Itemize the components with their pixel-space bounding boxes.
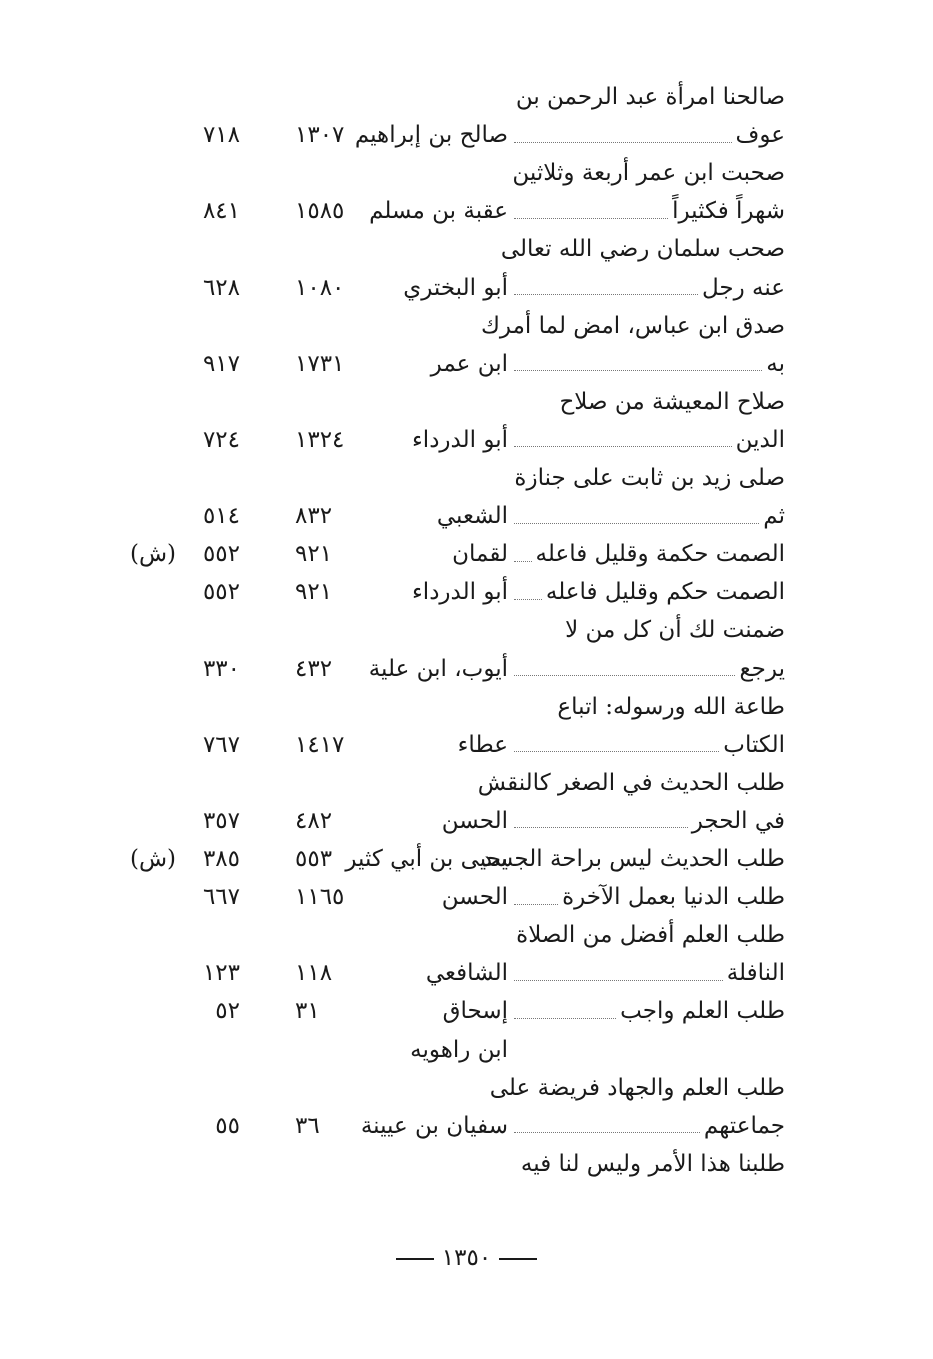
narrator-name: الحسن	[441, 807, 508, 834]
entry-phrase: صحبت ابن عمر أربعة وثلاثين	[512, 160, 785, 187]
page-reference: ٣٥٧	[202, 807, 240, 834]
index-line	[0, 154, 933, 192]
entry-phrase: طلب العلم أفضل من الصلاة	[516, 922, 785, 949]
leader-dots	[514, 904, 558, 905]
leader-dots	[514, 218, 668, 219]
entry-phrase: صحب سلمان رضي الله تعالى	[500, 236, 785, 263]
entry-phrase: طلب العلم واجب	[620, 998, 785, 1025]
entry-text	[510, 992, 785, 1030]
hadith-number: ١٣٠٧	[295, 122, 345, 149]
entry-phrase: صلى زيد بن ثابت على جنازة	[514, 465, 785, 491]
leader-dots	[514, 1018, 616, 1019]
hadith-number: ١٧٣١	[295, 350, 345, 377]
index-line	[0, 802, 933, 840]
entry-phrase: صالحنا امرأة عبد الرحمن بن	[515, 84, 785, 110]
hadith-number: ٣٦	[295, 1112, 320, 1139]
narrator-name: لقمان	[452, 541, 508, 568]
index-line	[0, 611, 933, 649]
footer-dash	[396, 1258, 434, 1260]
index-line	[0, 954, 933, 992]
index-line	[0, 116, 933, 154]
index-line	[0, 878, 933, 916]
index-line	[0, 688, 933, 726]
index-line	[0, 764, 933, 802]
entry-phrase: الصمت حكمة وقليل فاعله	[535, 541, 785, 568]
entry-phrase: الدين	[735, 426, 785, 453]
hadith-number: ٥٥٣	[295, 846, 333, 872]
footnote-marker: (ش)	[130, 541, 177, 568]
index-line	[0, 573, 933, 611]
narrator-name: الشافعي	[425, 960, 508, 987]
hadith-number: ١٣٢٤	[295, 426, 345, 453]
narrator-name: الشعبي	[436, 503, 508, 530]
narrator-name: عطاء	[457, 731, 508, 758]
page-reference: ٥٥٢	[202, 579, 240, 606]
index-line	[0, 192, 933, 230]
hadith-number: ١١٨	[295, 960, 333, 987]
narrator-name: الحسن	[441, 884, 508, 911]
page-footer	[0, 1245, 933, 1271]
index-line	[0, 230, 933, 268]
index-line	[0, 992, 933, 1030]
index-line	[0, 307, 933, 345]
entry-text	[510, 878, 785, 916]
page-reference: ٣٣٠	[202, 655, 240, 682]
leader-dots	[514, 142, 732, 143]
entry-text	[510, 192, 785, 230]
page-reference: ٣٨٥	[202, 846, 240, 872]
index-line	[0, 916, 933, 954]
entry-phrase: ثم	[763, 503, 785, 530]
entry-phrase: طلب الحديث ليس براحة الجسد	[481, 846, 785, 872]
leader-dots	[514, 294, 698, 295]
footer-dash	[499, 1258, 537, 1260]
leader-dots	[514, 675, 735, 676]
page-reference: ٥٢	[215, 998, 240, 1025]
narrator-name: أبو الدرداء	[411, 579, 508, 606]
narrator-name: صالح بن إبراهيم	[354, 122, 508, 149]
page-reference: ٧١٨	[202, 122, 240, 149]
page-number: ١٣٥٠	[441, 1245, 492, 1271]
narrator-name: أبو الدرداء	[411, 426, 508, 453]
entry-text	[481, 840, 785, 878]
page-reference: ٥١٤	[202, 503, 240, 530]
entry-phrase: طلبنا هذا الأمر وليس لنا فيه	[520, 1150, 785, 1177]
entry-phrase: طلب الحديث في الصغر كالنقش	[477, 769, 785, 796]
entry-phrase: صدق ابن عباس، امض لما أمرك	[480, 312, 785, 339]
leader-dots	[514, 827, 688, 828]
hadith-number: ٣١	[295, 998, 320, 1025]
entry-phrase: عوف	[735, 122, 785, 149]
page-reference: ٨٤١	[202, 198, 240, 225]
index-line	[0, 840, 933, 878]
entry-phrase: شهراً فكثيراً	[672, 198, 785, 225]
leader-dots	[514, 446, 732, 447]
page-reference: ٩١٧	[202, 350, 240, 377]
index-line	[0, 383, 933, 421]
page-reference: ١٢٣	[202, 960, 240, 987]
entry-text	[510, 535, 785, 573]
entry-phrase: النافلة	[726, 960, 785, 987]
entry-phrase: عنه رجل	[701, 274, 785, 301]
index-line	[0, 497, 933, 535]
hadith-number: ٨٣٢	[295, 503, 333, 530]
entry-phrase: طاعة الله ورسوله: اتباع	[557, 693, 785, 720]
narrator-name: أبو البختري	[403, 274, 508, 301]
leader-dots	[514, 751, 719, 752]
index-line	[0, 535, 933, 573]
entry-phrase: في الحجر	[691, 807, 785, 834]
narrator-name: يحيى بن أبي كثير	[345, 846, 508, 872]
index-line	[0, 1069, 933, 1107]
index-line	[0, 1031, 933, 1069]
entry-phrase: طلب الدنيا بعمل الآخرة	[562, 884, 785, 911]
leader-dots	[514, 599, 542, 600]
narrator-name: إسحاق	[442, 998, 508, 1025]
entry-text	[510, 116, 785, 154]
hadith-number: ٤٣٢	[295, 655, 333, 682]
index-line	[0, 1145, 933, 1183]
hadith-number: ٤٨٢	[295, 807, 333, 834]
leader-dots	[514, 561, 532, 562]
leader-dots	[514, 370, 762, 371]
entry-text	[510, 573, 785, 611]
hadith-number: ١١٦٥	[295, 884, 345, 911]
narrator-name-continued: ابن راهويه	[410, 1036, 508, 1063]
entry-text	[510, 650, 785, 688]
index-line	[0, 78, 933, 116]
index-line	[0, 726, 933, 764]
narrator-name: سفيان بن عيينة	[360, 1112, 508, 1139]
entry-phrase: ضمنت لك أن كل من لا	[565, 617, 785, 644]
leader-dots	[514, 980, 723, 981]
page-reference: ٦٦٧	[202, 884, 240, 911]
entry-phrase: يرجع	[739, 655, 785, 682]
entry-text	[510, 726, 785, 764]
entry-text	[510, 497, 785, 535]
entry-text	[510, 1107, 785, 1145]
hadith-number: ٩٢١	[295, 579, 333, 606]
entry-text	[510, 954, 785, 992]
page-reference: ٥٥٢	[202, 541, 240, 568]
index-line	[0, 459, 933, 497]
entry-text	[510, 345, 785, 383]
hadith-number: ٩٢١	[295, 541, 333, 568]
entry-text	[510, 421, 785, 459]
page-reference: ٧٦٧	[202, 731, 240, 758]
narrator-name: عقبة بن مسلم	[369, 198, 508, 225]
entry-phrase: طلب العلم والجهاد فريضة على	[489, 1074, 785, 1101]
page-reference: ٥٥	[215, 1112, 240, 1139]
index-line	[0, 1107, 933, 1145]
leader-dots	[514, 1132, 700, 1133]
entry-phrase: به	[766, 350, 785, 377]
narrator-name: أيوب، ابن علية	[368, 655, 508, 682]
entry-text	[510, 802, 785, 840]
narrator-name: ابن عمر	[430, 350, 508, 377]
hadith-number: ١٥٨٥	[295, 198, 345, 225]
entry-phrase: الصمت حكم وقليل فاعله	[545, 579, 785, 606]
page-reference: ٧٢٤	[202, 426, 240, 453]
hadith-number: ١٠٨٠	[295, 274, 345, 301]
index-line	[0, 269, 933, 307]
index-line	[0, 345, 933, 383]
footnote-marker: (ش)	[130, 846, 177, 872]
index-line	[0, 650, 933, 688]
entry-phrase: صلاح المعيشة من صلاح	[559, 388, 785, 415]
entry-text	[510, 269, 785, 307]
entry-phrase: الكتاب	[723, 731, 785, 758]
index-line	[0, 421, 933, 459]
hadith-number: ١٤١٧	[295, 731, 345, 758]
leader-dots	[514, 523, 759, 524]
entry-phrase: جماعتهم	[703, 1112, 785, 1139]
page-reference: ٦٢٨	[202, 274, 240, 301]
